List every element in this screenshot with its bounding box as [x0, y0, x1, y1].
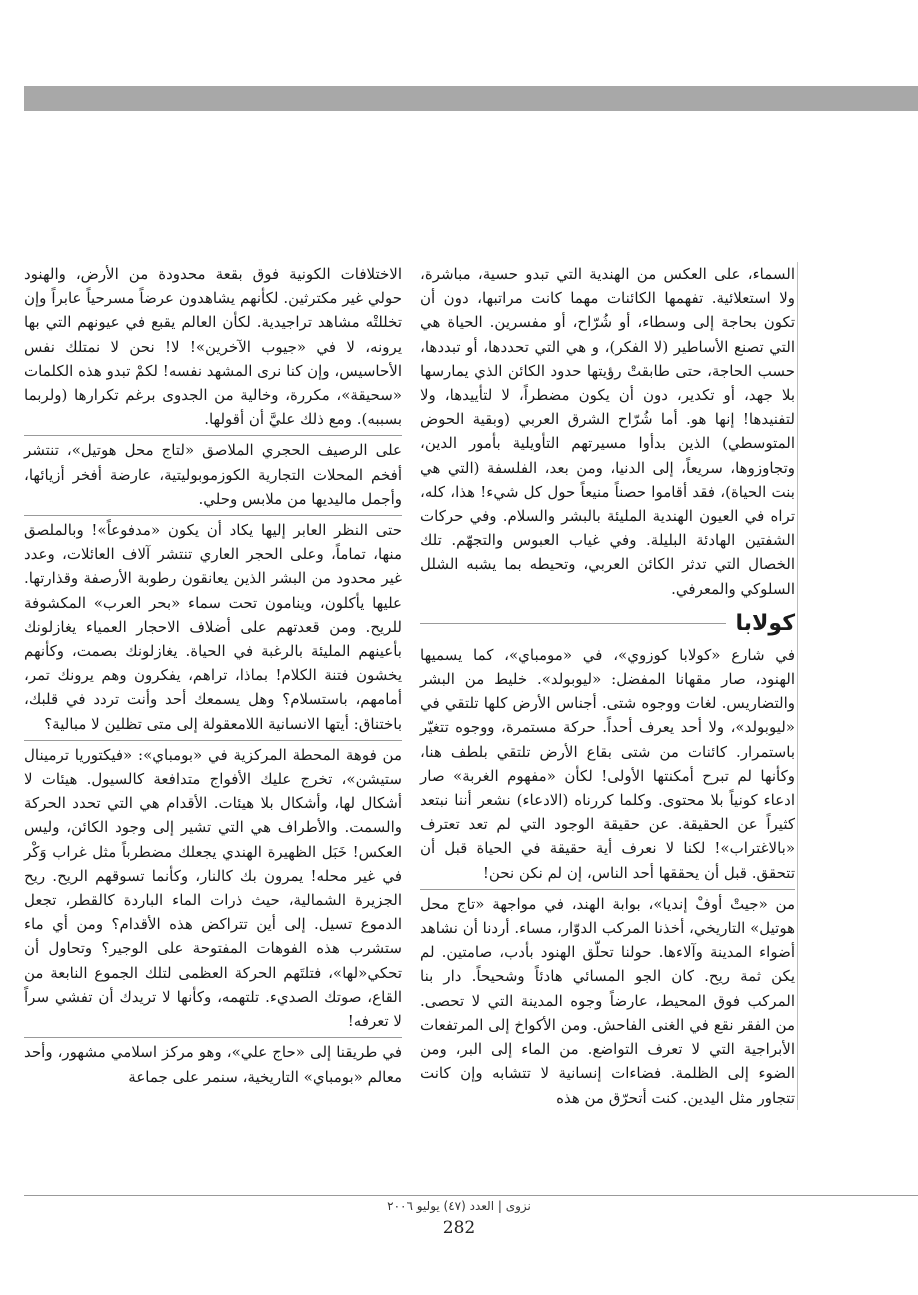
paragraph: على الرصيف الحجري الملاصق «لتاج محل هوتيل»، تنتشر أفخم المحلات التجارية الكوزموبوليتية، عارضة أفخر أزيائها، وأجمل ماليديها من ملابس وحلي.	[24, 441, 402, 508]
paragraph: من فوهة المحطة المركزية في «بومباي»: «فيكتوريا ترمينال ستيشن»، تخرج عليك الأفواج متدافعة كالسيول. هيئات لا أشكال لها، وأشكال بلا هيئات. الأقدام هي التي تحدد الحركة والسمت. والأطراف هي التي تشير إلى وجود الكائن، وليس العكس! خَبَل الظهيرة الهندي يجعلك مضطرباً مثل غراب وَكْر في غير محله! يمرون بك كالنار، وكأنما تسوقهم الريح. ريح الجزيرة الشمالية، حيث ذرات الماء الباردة كالقطر، تجعل الدموع تسيل. إلى أين تتراكض هذه الأقدام؟ ومن أي ماء ستشرب هذه الفوهات المفتوحة على الوجير؟ وتحاول أن تحكي«لها»، فتلتَهم الحركة العظمى لتلك الجموع النابعة من القاع، صوتك الصديء. تلتهمه، وكأنها لا تريدك أن تفشي سراً لا تعرفه!	[24, 745, 402, 1031]
article-column-left	[24, 262, 402, 1089]
heading-rule	[420, 623, 726, 624]
paragraph: حتى النظر العابر إليها يكاد أن يكون «مدفوعاً»! وبالملصق منها، تماماً، وعلى الحجر العاري تنتشر آلاف العائلات، وعدد غير محدود من البشر الذين يعانقون رطوبة الأرصفة وقذارتها. عليها يأكلون، وينامون تحت سماء «بحر العرب» المكشوفة للريح. ومن قعدتهم على أضلاف الاحجار العمياء يغازلونك بأعينهم المليئة بالرغبة في الحياة. يغازلونك بصمت، وكأنهم يخشون فتنة الكلام! بماذا، تراهم، يفكرون وهم يرونك تمر، أمامهم، باستسلام؟ وهل يسمعك أحد وأنت تردد في قلبك، باختناق: أيتها الانسانية اللامعقولة إلى متى تظلين لا مبالية؟	[24, 521, 402, 733]
paragraph: في طريقنا إلى «حاج علي»، وهو مركز اسلامي مشهور، وأحد معالم «بومباي» التاريخية، سنمر على جماعة	[24, 1043, 402, 1086]
paragraph: في شارع «كولابا كوزوي»، في «مومباي»، كما يسميها الهنود، صار مقهانا المفضل: «ليوبولد». خليط من البشر والتضاريس. لغات ووجوه شتى. أجناس الأرض كلها تلتقي في «ليوبولد»، ولا أحد يعرف أحداً. حركة مستمرة، ووجوه تتغيّر باستمرار. كائنات من شتى بقاع الأرض تلتقي بلطف هنا، وكأنها لم تبرح أمكنتها الأولى! لكأن «مفهوم الغربة» صار ادعاء كونياً بلا محتوى. وكلما كررناه (الادعاء) نشعر أننا نبتعد كثيراً عن الحقيقة. عن حقيقة الوجود التي لم تعد تعترف «بالاغتراب»! لكنا لا نعرف أية حقيقة في الحياة قبل أن تتحقق. قبل أن يحققها أحد الناس، إن لم نكن نحن!	[420, 645, 795, 882]
paragraph-divider	[24, 435, 402, 436]
paragraph-divider	[24, 1037, 402, 1038]
paragraph: السماء، على العكس من الهندية التي تبدو حسية، مباشرة، ولا استعلائية. تفهمها الكائنات مهما كانت مراتبها، دون أن تكون بحاجة إلى وسطاء، أو شُرّاح، أو مفسرين. الحياة هي التي تصنع الأساطير (لا الفكر)، و هي التي تحددها، أو تبددها، حسب الحاجة، حتى طابقتْ رؤيتها حدود الكائن الذي يمارسها بلا جهد، أو تكدير، دون أن يكون مضطراً، لا لتأييدها، ولا لتفنيدها! إنها هو. أما شُرّاح الشرق العربي (وبقية الحوض المتوسطي) الذين بدأوا مسيرتهم التأويلية بأمور الدين، وتجاوزوها، سريعاً، إلى الدنيا، ومن بعد، الفلسفة (التي هي بنت الحياة)، فقد أقاموا حصناً منيعاً حول كل شيء! هذا، كله، تراه في العيون الهندية المليئة بالبشر والسلام. وفي حركات الشفتين الهادئة البليلة. وفي غياب العبوس والتجهّم. تلك الخصال التي تدثر الكائن العربي، وتحيطه بما يشبه الشلل السلوكي والمعرفي.	[420, 265, 795, 598]
paragraph-divider	[24, 740, 402, 741]
page-number: 282	[442, 1218, 476, 1238]
paragraph: الاختلافات الكونية فوق بقعة محدودة من الأرض، والهنود حولي غير مكترثين. لكأنهم يشاهدون عرضاً مسرحياً عابراً وإن تخللتْه مشاهد تراجيدية. لكأن العالم يقبع في عيونهم التي بها يرونه، لا في «جيوب الآخرين»! لا! نحن لا نمتلك نفس الأحاسيس، وإن كنا نرى المشهد نفسه! لكمْ تبدو هذه الكلمات «سحيقة»، مكررة، وخالية من الجدوى برغم تكرارها (ولربما بسببه). ومع ذلك عليَّ أن أقولها.	[24, 265, 402, 429]
publication-info: نزوى | العدد (٤٧) يوليو ٢٠٠٦	[387, 1199, 531, 1213]
paragraph: من «جيتْ أوفْ إنديا»، بوابة الهند، في مواجهة «تاج محل هوتيل» التاريخي، أخذنا المركب الدوّار، مساء. أردنا أن نشاهد أضواء المدينة وآلاءها. حولنا تحلّق الهنود بأدب، صامتين. لم يكن ثمة ريح. كان الجو المسائي هادئاً وشحيحاً. دار بنا المركب فوق المحيط، عارضاً وجوه المدينة التي لا تحصى. من الفقر نقع في الغنى الفاحش. ومن الأكواخ إلى المرتفعات الأبراجية التي لا تعرف التواضع. من الماء إلى البر، ومن الضوء إلى الظلمة. فضاءات إنسانية لا تتشابه وإن كانت تتجاور مثل اليدين. كنت أتحرّق من هذه	[420, 894, 795, 1107]
article-column-right	[420, 262, 798, 1110]
paragraph-divider	[24, 515, 402, 516]
section-heading-text: كولابا	[735, 610, 795, 636]
footer-rule	[24, 1195, 918, 1196]
section-heading	[420, 609, 795, 639]
paragraph-divider	[420, 889, 795, 890]
header-band	[24, 86, 918, 111]
